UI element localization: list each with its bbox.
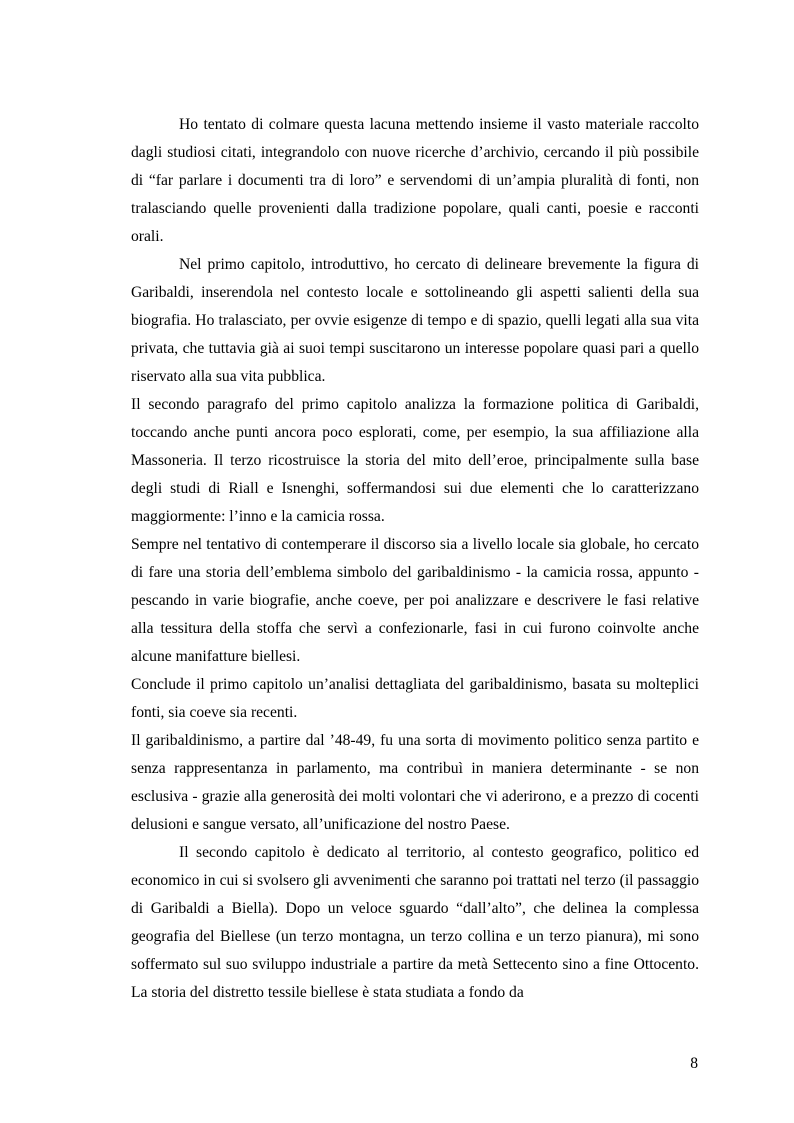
paragraph-3: Il secondo paragrafo del primo capitolo analizza la formazione politica di Garibaldi, toccando anche punti ancora poco esplorati, come, per esempio, la sua affiliazione alla Massoneria. Il terzo ricostruisce la storia del mito dell’eroe, principalmente sulla base degli studi di Riall e Isnenghi, soffermandosi sui due elementi che lo caratterizzano maggiormente: l’inno e la camicia rossa. — [131, 396, 699, 525]
body-text — [131, 111, 699, 1007]
paragraph-2: Nel primo capitolo, introduttivo, ho cercato di delineare brevemente la figura di Garibaldi, inserendola nel contesto locale e sottolineando gli aspetti salienti della sua biografia. Ho tralasciato, per ovvie esigenze di tempo e di spazio, quelli legati alla sua vita privata, che tuttavia già ai suoi tempi suscitarono un interesse popolare quasi pari a quello riservato alla sua vita pubblica. — [131, 256, 699, 385]
paragraph-6: Il garibaldinismo, a partire dal ’48-49, fu una sorta di movimento politico senza partito e senza rappresentanza in parlamento, ma contribuì in maniera determinante - se non esclusiva - grazie alla generosità dei molti volontari che vi aderirono, e a prezzo di cocenti delusioni e sangue versato, all’unificazione del nostro Paese. — [131, 732, 699, 833]
paragraph-7: Il secondo capitolo è dedicato al territorio, al contesto geografico, politico ed economico in cui si svolsero gli avvenimenti che saranno poi trattati nel terzo (il passaggio di Garibaldi a Biella). Dopo un veloce sguardo “dall’alto”, che delinea la complessa geografia del Biellese (un terzo montagna, un terzo collina e un terzo pianura), mi sono soffermato sul suo sviluppo industriale a partire da metà Settecento sino a fine Ottocento. La storia del distretto tessile biellese è stata studiata a fondo da — [131, 844, 699, 1001]
paragraph-1: Ho tentato di colmare questa lacuna mettendo insieme il vasto materiale raccolto dagli studiosi citati, integrandolo con nuove ricerche d’archivio, cercando il più possibile di “far parlare i documenti tra di loro” e servendomi di un’ampia pluralità di fonti, non tralasciando quelle provenienti dalla tradizione popolare, quali canti, poesie e racconti orali. — [131, 116, 699, 245]
page-number: 8 — [690, 1055, 698, 1072]
paragraph-4: Sempre nel tentativo di contemperare il discorso sia a livello locale sia globale, ho cercato di fare una storia dell’emblema simbolo del garibaldinismo - la camicia rossa, appunto - pescando in varie biografie, anche coeve, per poi analizzare e descrivere le fasi relative alla tessitura della stoffa che servì a confezionarle, fasi in cui furono coinvolte anche alcune manifatture biellesi. — [131, 536, 699, 665]
paragraph-5: Conclude il primo capitolo un’analisi dettagliata del garibaldinismo, basata su molteplici fonti, sia coeve sia recenti. — [131, 676, 699, 721]
